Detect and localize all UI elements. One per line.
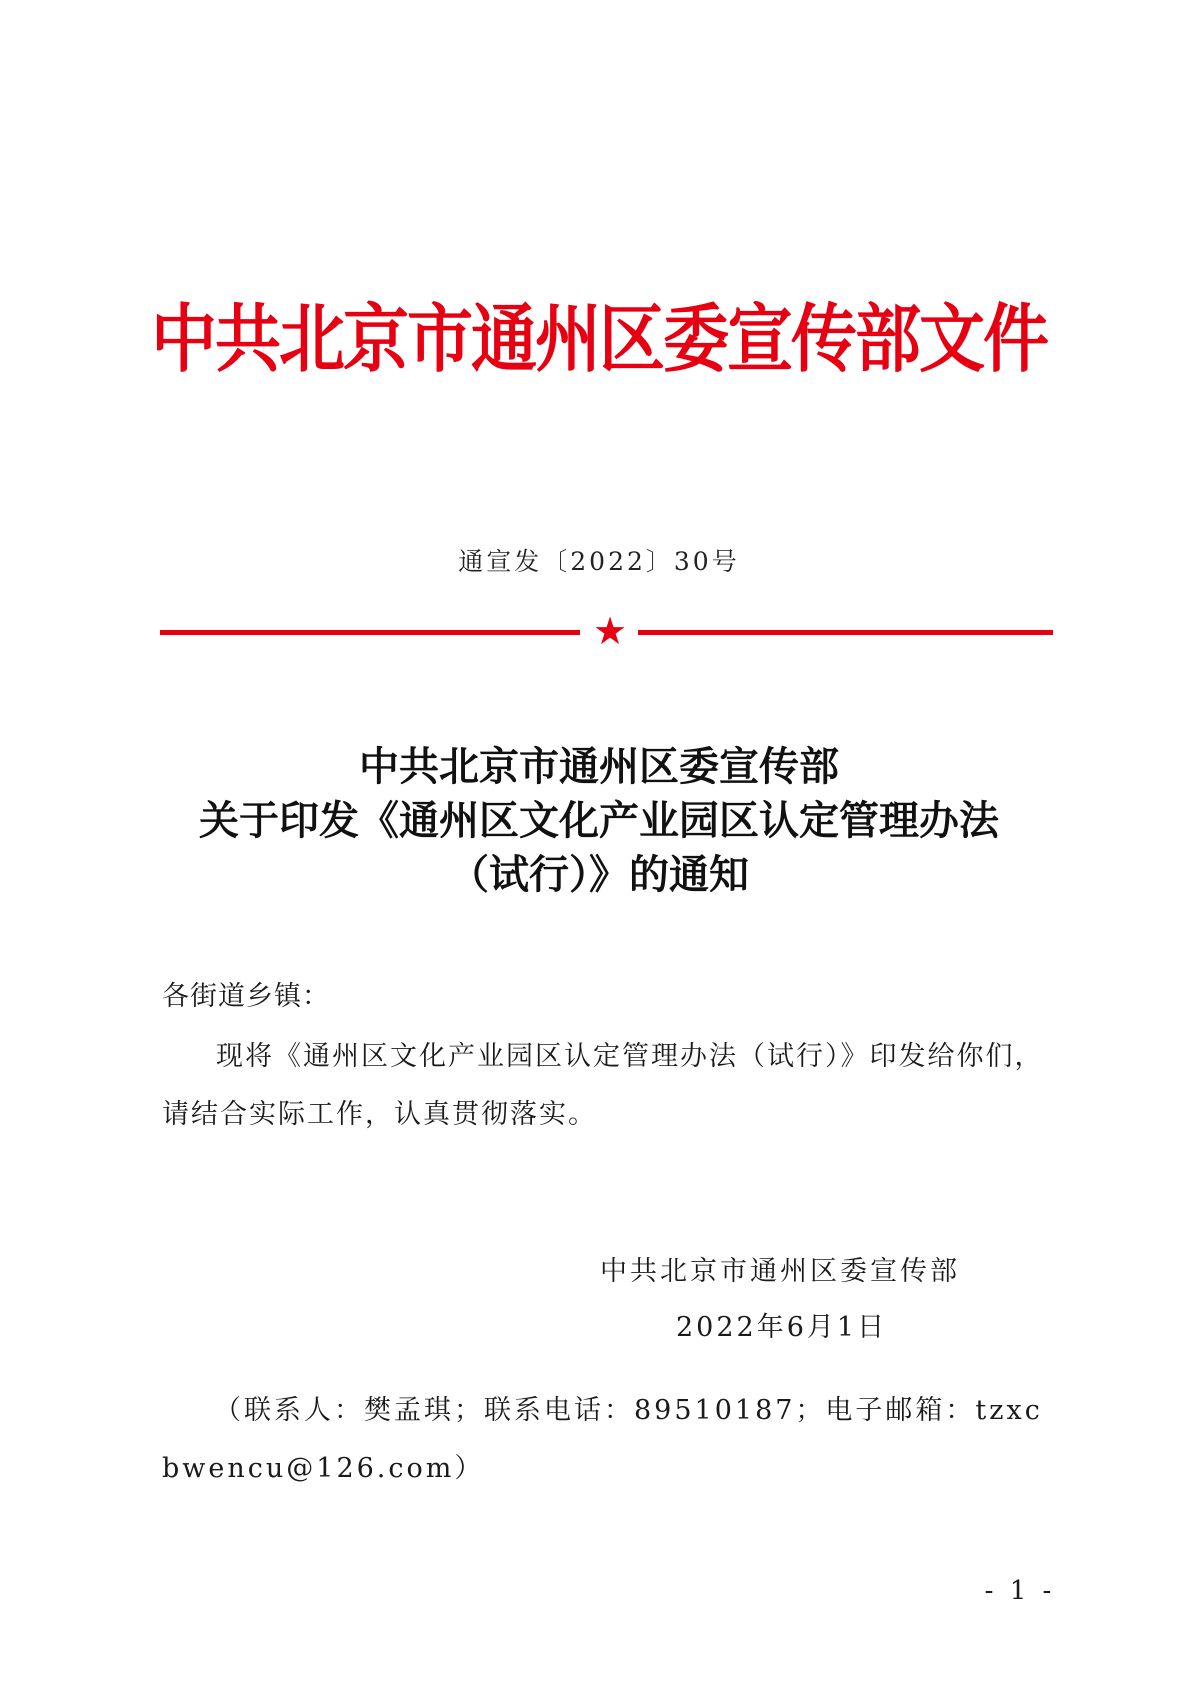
issue-date: 2022年6月1日 bbox=[676, 1312, 888, 1343]
document-header-title: 中共北京市通州区委宣传部文件 bbox=[151, 296, 1047, 383]
notice-title-line-2: 关于印发《通州区文化产业园区认定管理办法 bbox=[199, 798, 999, 844]
notice-title-line-1: 中共北京市通州区委宣传部 bbox=[359, 744, 839, 790]
star-icon: ★ bbox=[592, 609, 628, 653]
body-paragraph: 现将《通州区文化产业园区认定管理办法（试行）》印发给你们，请结合实际工作，认真贯彻落实。 bbox=[162, 1041, 1044, 1130]
red-divider bbox=[160, 609, 1053, 660]
divider-line-right bbox=[638, 630, 1053, 635]
document-number: 通宣发〔2022〕30号 bbox=[458, 547, 740, 576]
notice-title-line-3: （试行）》的通知 bbox=[449, 852, 749, 898]
divider-line-left bbox=[160, 630, 580, 635]
contact-info: （联系人：樊孟琪；联系电话：89510187；电子邮箱：tzxcbwencu@126.com） bbox=[162, 1395, 1043, 1484]
notice-title bbox=[140, 740, 1058, 902]
salutation: 各街道乡镇： bbox=[162, 981, 330, 1012]
issuer-signature: 中共北京市通州区委宣传部 bbox=[600, 1256, 960, 1287]
page-number: - 1 - bbox=[984, 1576, 1056, 1606]
